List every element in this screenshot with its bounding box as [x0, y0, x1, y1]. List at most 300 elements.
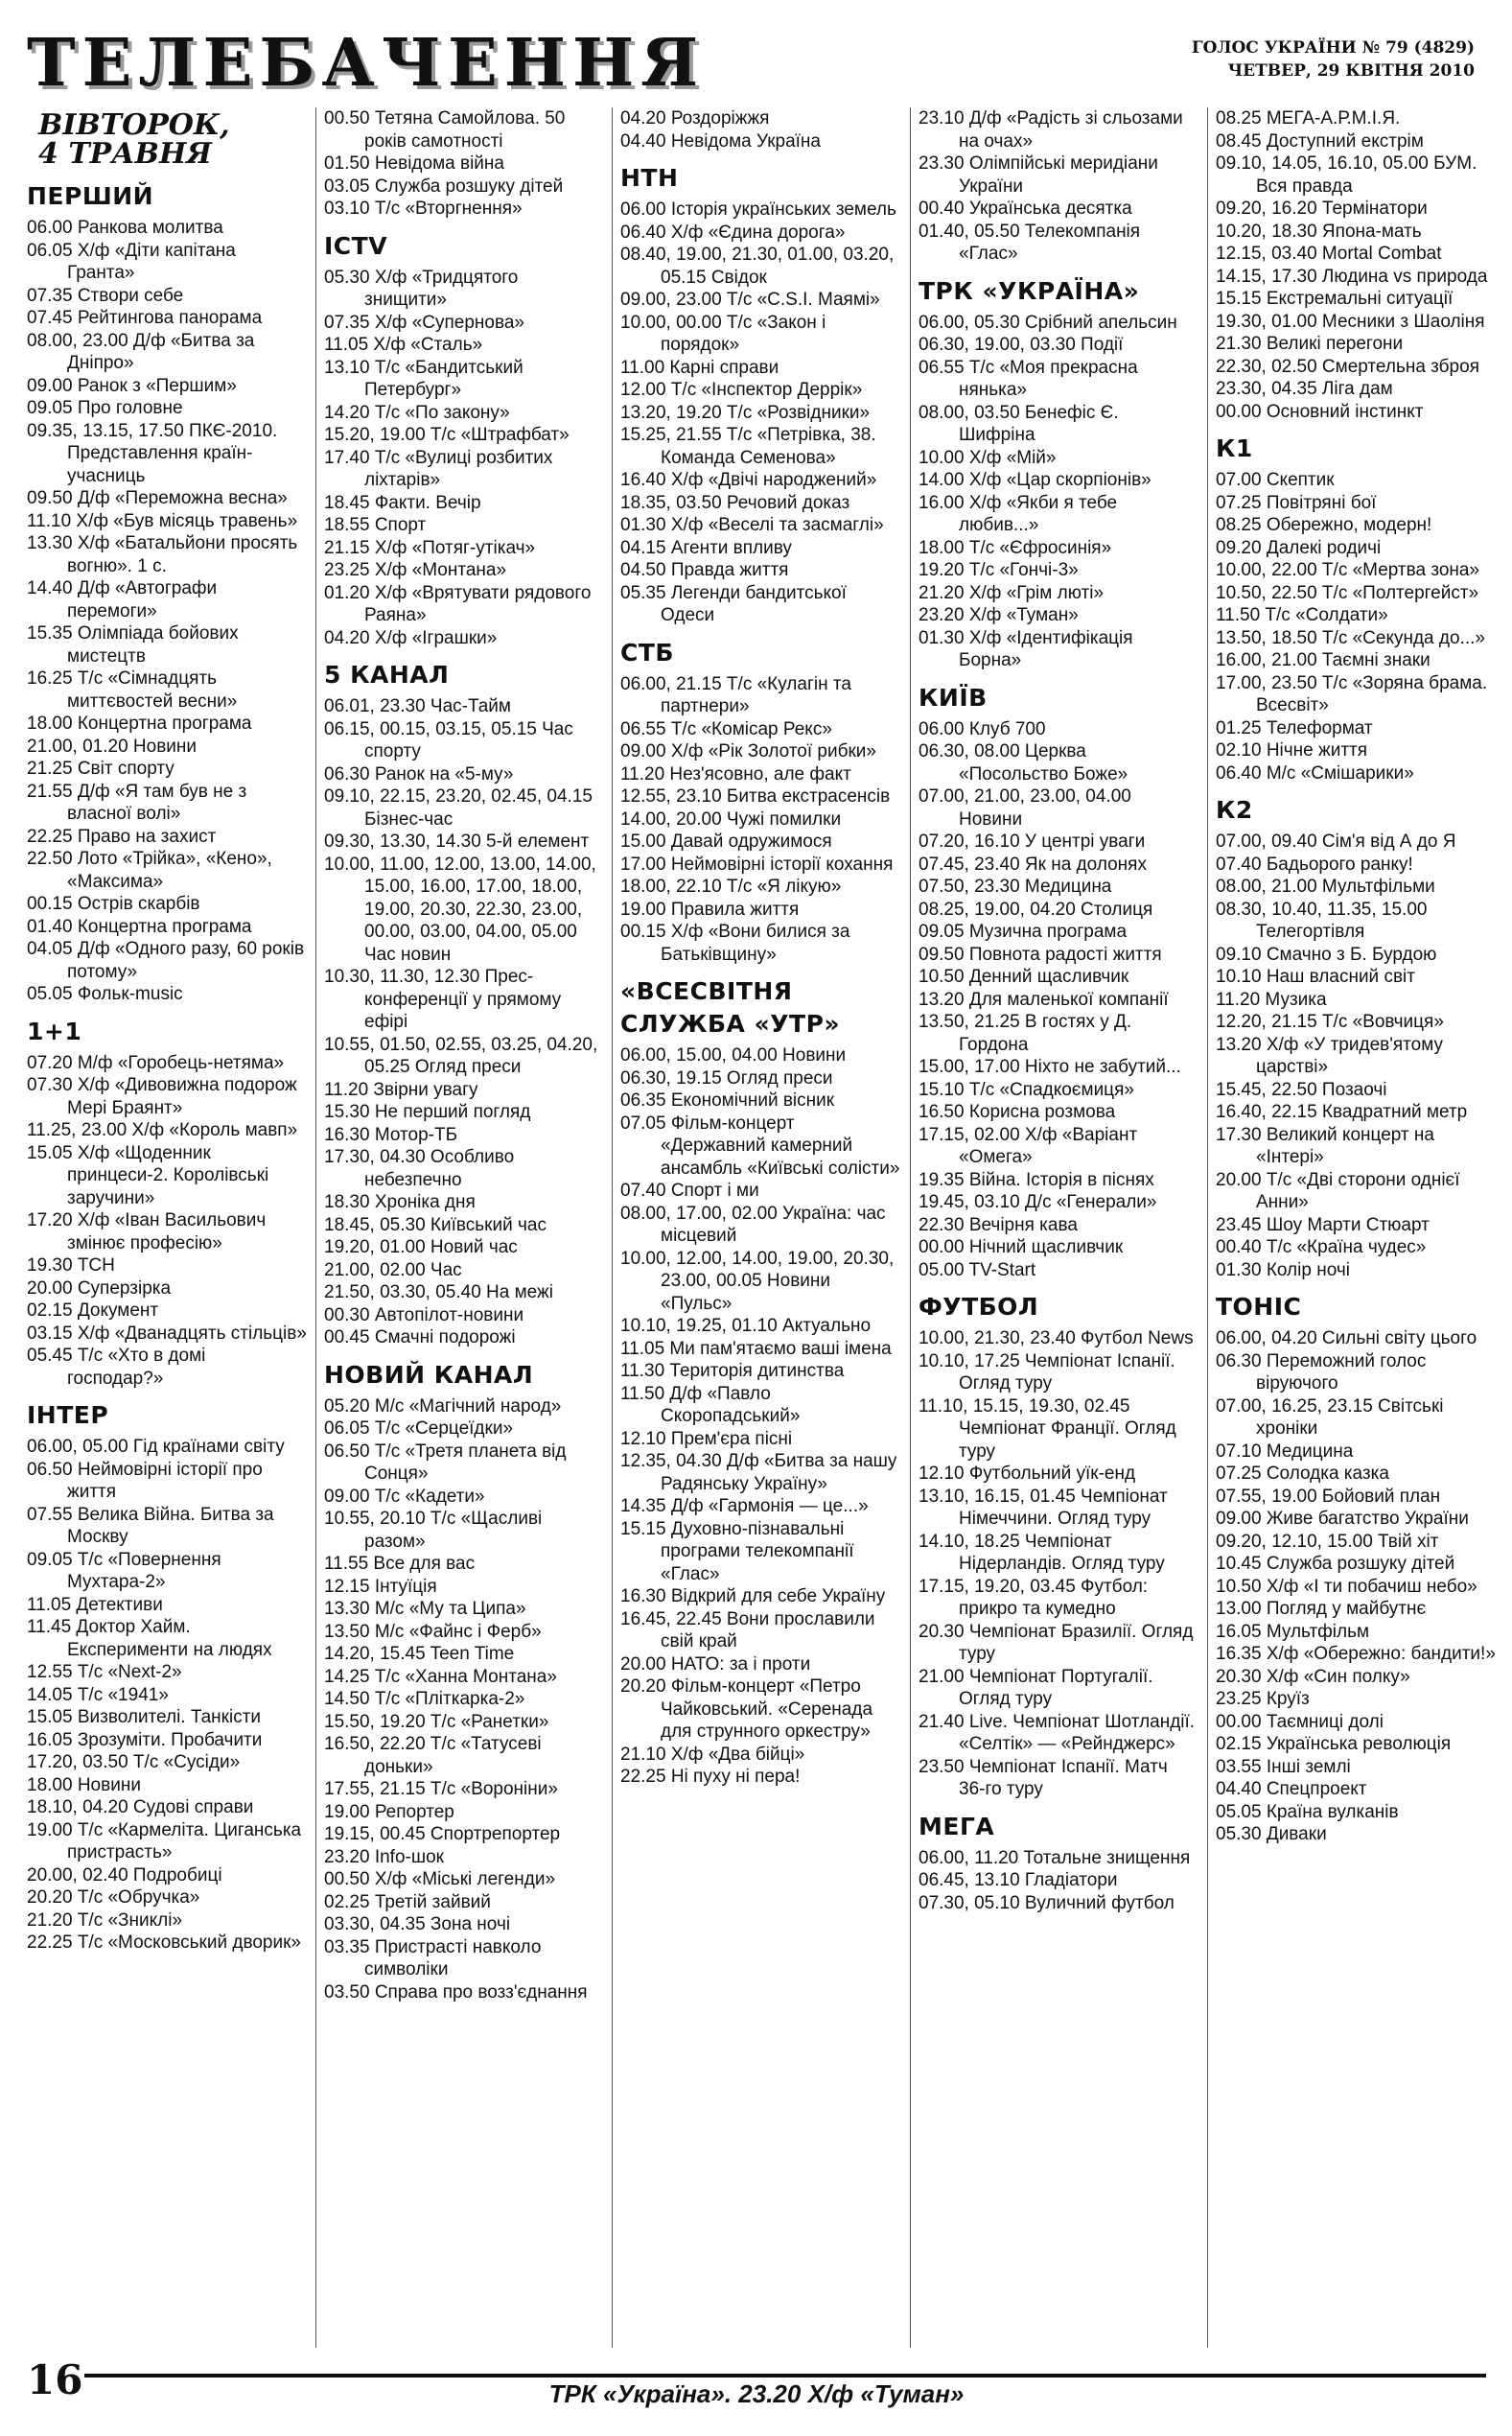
program-entry: 10.45 Служба розшуку дітей: [1216, 1554, 1455, 1574]
channel-heading: ФУТБОЛ: [919, 1293, 1039, 1321]
program-entry: 20.30 Чемпіонат Бразилії. Огляд туру: [919, 1621, 1194, 1664]
program-entry: 08.25 МЕГА-А.Р.М.І.Я.: [1216, 108, 1401, 129]
day-heading-line: ВІВТОРОК,: [38, 108, 230, 142]
program-entry: 06.50 Т/с «Третя планета від Сонця»: [324, 1441, 567, 1484]
channel-block: [27, 180, 307, 1006]
program-entry: 08.00, 21.00 Мультфільми: [1216, 877, 1435, 897]
program-entry: 07.55 Велика Війна. Битва за Москву: [27, 1504, 274, 1547]
program-entry: 06.30, 19.00, 03.30 Події: [919, 335, 1124, 355]
column-divider: [1207, 107, 1208, 2348]
program-entry: 07.45 Рейтингова панорама: [27, 308, 263, 328]
program-entry: 13.20, 19.20 Т/с «Розвідники»: [620, 402, 871, 423]
program-entry: 13.50 М/с «Файнс і Ферб»: [324, 1621, 542, 1642]
program-entry: 09.05 Про головне: [27, 398, 183, 418]
program-list: [620, 107, 900, 152]
program-entry: 14.00, 20.00 Чужі помилки: [620, 808, 842, 830]
program-entry: 23.30, 04.35 Ліга дам: [1216, 379, 1393, 399]
program-entry: 23.50 Чемпіонат Іспанії. Матч 36-го туру: [919, 1756, 1168, 1799]
program-entry: 06.00, 21.15 Т/с «Кулагін та партнери»: [620, 673, 851, 716]
program-list: [27, 217, 307, 1006]
channel-block: [620, 107, 900, 152]
program-entry: 22.50 Лото «Трійка», «Кено», «Максима»: [27, 849, 272, 892]
program-entry: 18.30 Хроніка дня: [324, 1192, 476, 1212]
program-entry: 14.25 Т/с «Ханна Монтана»: [324, 1666, 557, 1687]
program-entry: 16.05 Зрозуміти. Пробачити: [27, 1729, 263, 1750]
program-entry: 03.35 Пристрасті навколо символіки: [324, 1936, 542, 1979]
program-entry: 12.15, 03.40 Mortal Combat: [1216, 244, 1442, 264]
channel-block: [919, 275, 1198, 672]
channel-heading: 5 КАНАЛ: [324, 661, 450, 689]
program-entry: 08.00, 03.50 Бенефіс Є. Шифріна: [919, 402, 1119, 445]
program-entry: 07.20 М/ф «Горобець-нетяма»: [27, 1052, 285, 1073]
channel-heading: ПЕРШИЙ: [27, 182, 154, 210]
program-entry: 10.10 Наш власний світ: [1216, 967, 1415, 987]
listing-column: [919, 107, 1198, 2348]
program-entry: 05.30 Диваки: [1216, 1824, 1327, 1844]
program-entry: 21.30 Великі перегони: [1216, 334, 1404, 354]
program-entry: 21.55 Д/ф «Я там був не з власної волі»: [27, 781, 247, 824]
channel-heading: КИЇВ: [919, 683, 988, 712]
program-entry: 14.50 Т/с «Пліткарка-2»: [324, 1689, 525, 1709]
program-entry: 11.20 Музика: [1216, 989, 1327, 1010]
program-entry: 15.00, 17.00 Ніхто не забутий...: [919, 1057, 1181, 1077]
program-entry: 15.15 Екстремальні ситуації: [1216, 289, 1454, 309]
program-entry: 13.10 Т/с «Бандитський Петербург»: [324, 357, 523, 400]
program-entry: 17.00, 23.50 Т/с «Зоряна брама. Всесвіт»: [1216, 672, 1488, 715]
program-list: [324, 267, 604, 650]
program-entry: 07.20, 16.10 У центрі уваги: [919, 832, 1146, 852]
listing-column: [27, 107, 307, 2348]
channel-heading: СТБ: [620, 638, 674, 667]
program-entry: 16.40, 22.15 Квадратний метр: [1216, 1102, 1468, 1122]
program-entry: 11.50 Т/с «Солдати»: [1216, 605, 1388, 625]
program-entry: 06.00, 04.20 Сильні світу цього: [1216, 1328, 1477, 1348]
program-entry: 07.10 Медицина: [1216, 1441, 1354, 1462]
program-entry: 03.50 Справа про возз'єднання: [324, 1981, 588, 2003]
program-entry: 17.20 Х/ф «Іван Васильович змінює професію»: [27, 1210, 267, 1253]
program-list: [919, 107, 1198, 266]
program-entry: 01.30 Колір ночі: [1216, 1259, 1350, 1280]
program-list: [27, 1052, 307, 1391]
program-entry: 09.50 Д/ф «Переможна весна»: [27, 488, 288, 508]
program-entry: 07.40 Бадьорого ранку!: [1216, 854, 1413, 875]
program-entry: 06.05 Х/ф «Діти капітана Гранта»: [27, 240, 236, 283]
program-entry: 01.30 Х/ф «Веселі та засмаглі»: [620, 515, 884, 535]
program-entry: 07.05 Фільм-концерт «Державний камерний ансамбль «Київські солісти»: [620, 1113, 900, 1179]
program-entry: 06.00, 05.30 Срібний апельсин: [919, 312, 1177, 333]
program-entry: 11.00 Карні справи: [620, 357, 779, 378]
program-list: [324, 1395, 604, 2004]
program-entry: 09.00, 23.00 Т/с «C.S.I. Маямі»: [620, 290, 880, 310]
program-entry: 00.45 Смачні подорожі: [324, 1327, 516, 1347]
program-entry: 13.30 М/с «Му та Ципа»: [324, 1599, 526, 1619]
program-entry: 10.00, 12.00, 14.00, 19.00, 20.30, 23.00, 00.05 Новини «Пульс»: [620, 1248, 895, 1314]
program-entry: 00.40 Українська десятка: [919, 199, 1132, 219]
program-entry: 09.05 Т/с «Повернення Мухтара-2»: [27, 1549, 221, 1592]
program-entry: 15.20, 19.00 Т/с «Штрафбат»: [324, 425, 570, 445]
program-entry: 16.35 Х/ф «Обережно: бандити!»: [1216, 1644, 1496, 1664]
program-entry: 06.30 Ранок на «5-му»: [324, 763, 514, 785]
page-number: 16: [27, 2356, 83, 2403]
program-entry: 13.20 Х/ф «У тридев'ятому царстві»: [1216, 1034, 1443, 1077]
program-entry: 11.45 Доктор Хайм. Експерименти на людях: [27, 1617, 272, 1660]
channel-block: [919, 107, 1198, 266]
program-entry: 04.15 Агенти впливу: [620, 537, 792, 558]
channel-heading: К1: [1216, 434, 1253, 462]
program-entry: 14.10, 18.25 Чемпіонат Нідерландів. Огляд туру: [919, 1531, 1165, 1574]
program-entry: 21.10 Х/ф «Два бійці»: [620, 1744, 805, 1765]
channel-block: [1216, 1291, 1496, 1846]
footer-promo: ТРК «Україна». 23.20 Х/ф «Туман»: [548, 2379, 965, 2408]
channel-heading: НТН: [620, 164, 679, 192]
channel-heading: TOHIC: [1216, 1293, 1302, 1321]
program-entry: 22.25 Право на захист: [27, 826, 217, 847]
program-entry: 17.40 Т/с «Вулиці розбитих ліхтарів»: [324, 447, 553, 490]
program-entry: 00.30 Автопілот-новини: [324, 1304, 524, 1325]
program-entry: 14.40 Д/ф «Автографи перемоги»: [27, 578, 218, 621]
program-entry: 04.40 Спецпроект: [1216, 1779, 1367, 1799]
program-entry: 07.00 Скептик: [1216, 470, 1335, 490]
program-entry: 15.05 Х/ф «Щоденник принцеси-2. Королівські заручини»: [27, 1142, 269, 1208]
program-list: [620, 1044, 900, 1789]
channel-heading: К2: [1216, 796, 1253, 824]
program-entry: 16.50, 22.20 Т/с «Татусеві доньки»: [324, 1734, 542, 1777]
program-entry: 04.50 Правда життя: [620, 560, 789, 580]
program-entry: 12.20, 21.15 Т/с «Вовчиця»: [1216, 1012, 1444, 1032]
program-entry: 14.20 Т/с «По закону»: [324, 402, 510, 423]
tv-listings: [27, 107, 1496, 2348]
program-entry: 14.35 Д/ф «Гармонія — це...»: [620, 1496, 869, 1516]
program-entry: 06.45, 13.10 Гладіатори: [919, 1870, 1118, 1890]
program-entry: 16.30 Мотор-ТБ: [324, 1124, 458, 1145]
program-entry: 10.10, 19.25, 01.10 Актуально: [620, 1316, 872, 1336]
program-entry: 10.30, 11.30, 12.30 Прес-конференції у прямому ефірі: [324, 967, 562, 1032]
program-entry: 09.05 Музична програма: [919, 922, 1128, 942]
channel-block: [620, 637, 900, 967]
program-entry: 11.20 Нез'ясовно, але факт: [620, 763, 851, 785]
program-entry: 04.20 Роздоріжжя: [620, 108, 770, 129]
program-entry: 09.10 Смачно з Б. Бурдою: [1216, 944, 1437, 965]
program-entry: 06.30 Переможний голос віруючого: [1216, 1350, 1427, 1394]
program-entry: 14.20, 15.45 Teen Time: [324, 1644, 515, 1664]
channel-block: [27, 1399, 307, 1955]
program-entry: 11.25, 23.00 Х/ф «Король мавп»: [27, 1120, 298, 1140]
channel-block: [919, 1811, 1198, 1915]
program-entry: 11.05 Ми пам'ятаємо ваші імена: [620, 1338, 892, 1359]
program-entry: 00.15 Острів скарбів: [27, 894, 200, 914]
program-entry: 21.40 Live. Чемпіонат Шотландії. «Селтік» — «Рейнджерс»: [919, 1711, 1196, 1754]
program-entry: 07.40 Спорт і ми: [620, 1181, 759, 1201]
program-entry: 07.00, 16.25, 23.15 Світські хроніки: [1216, 1395, 1444, 1439]
program-entry: 19.00 Т/с «Кармеліта. Циганська пристрасть»: [27, 1819, 302, 1862]
program-entry: 18.00 Новини: [27, 1774, 141, 1795]
program-entry: 09.20, 12.10, 15.00 Твій хіт: [1216, 1531, 1439, 1552]
program-entry: 09.20, 16.20 Термінатори: [1216, 199, 1428, 219]
program-list: [919, 1327, 1198, 1801]
page-header: [27, 27, 1475, 105]
program-entry: 04.40 Невідома Україна: [620, 130, 821, 152]
program-entry: 08.00, 17.00, 02.00 Україна: час місцевий: [620, 1203, 886, 1246]
channel-block: [1216, 794, 1496, 1281]
program-entry: 21.50, 03.30, 05.40 На межі: [324, 1282, 553, 1302]
program-entry: 11.55 Все для вас: [324, 1554, 476, 1574]
program-entry: 21.20 Х/ф «Грім люті»: [919, 582, 1105, 603]
program-entry: 19.45, 03.10 Д/с «Генерали»: [919, 1192, 1157, 1212]
program-entry: 17.55, 21.15 Т/с «Вороніни»: [324, 1779, 558, 1799]
program-entry: 11.05 Х/ф «Сталь»: [324, 335, 483, 355]
channel-block: [620, 162, 900, 627]
program-entry: 09.00 Живе багатство України: [1216, 1509, 1469, 1529]
program-entry: 01.40 Концертна програма: [27, 916, 252, 937]
program-entry: 06.15, 00.15, 03.15, 05.15 Час спорту: [324, 718, 573, 761]
program-entry: 16.45, 22.45 Вони прославили свій край: [620, 1608, 875, 1651]
channel-heading: ТРК «УКРАЇНА»: [919, 276, 1140, 305]
program-entry: 17.15, 02.00 Х/ф «Варіант «Омега»: [919, 1124, 1138, 1167]
program-entry: 12.35, 04.30 Д/ф «Битва за нашу Радянську Україну»: [620, 1451, 897, 1494]
program-entry: 05.20 М/с «Магічний народ»: [324, 1395, 562, 1417]
program-entry: 23.45 Шоу Марти Стюарт: [1216, 1214, 1430, 1235]
channel-block: [324, 230, 604, 650]
program-entry: 07.35 Створи себе: [27, 285, 184, 306]
program-entry: 23.25 Круїз: [1216, 1689, 1310, 1709]
channel-block: [27, 1016, 307, 1391]
program-entry: 19.00 Репортер: [324, 1801, 454, 1822]
program-entry: 14.05 Т/с «1941»: [27, 1684, 169, 1705]
program-entry: 07.50, 23.30 Медицина: [919, 877, 1112, 897]
program-entry: 10.55, 20.10 Т/с «Щасливі разом»: [324, 1509, 543, 1552]
program-entry: 16.25 Т/с «Сімнадцять миттєвостей весни»: [27, 668, 238, 712]
program-entry: 20.20 Фільм-концерт «Петро Чайковський. «Серенада для струнного оркестру»: [620, 1676, 873, 1742]
channel-heading: ІНТЕР: [27, 1401, 109, 1429]
program-entry: 07.45, 23.40 Як на долонях: [919, 854, 1147, 875]
program-entry: 19.35 Війна. Історія в піснях: [919, 1169, 1154, 1190]
program-list: [1216, 831, 1496, 1281]
program-entry: 11.05 Детективи: [27, 1594, 163, 1615]
program-entry: 09.30, 13.30, 14.30 5-й елемент: [324, 832, 590, 852]
program-entry: 01.40, 05.50 Телекомпанія «Глас»: [919, 221, 1141, 264]
program-entry: 16.30 Відкрий для себе Україну: [620, 1586, 886, 1606]
program-entry: 00.00 Таємниці долі: [1216, 1711, 1384, 1732]
listing-column: [324, 107, 604, 2348]
program-entry: 17.30 Великий концерт на «Інтері»: [1216, 1124, 1434, 1167]
program-entry: 19.20, 01.00 Новий час: [324, 1237, 518, 1257]
program-list: [1216, 469, 1496, 785]
program-entry: 10.00, 11.00, 12.00, 13.00, 14.00, 15.00, 16.00, 17.00, 18.00, 19.00, 20.30, 22.30, 23.00, 00.00, 03.00, 04.00, 05.00 Час новин: [324, 854, 596, 965]
program-entry: 23.10 Д/ф «Радість зі сльозами на очах»: [919, 108, 1183, 152]
program-list: [919, 312, 1198, 672]
issue-info: [1192, 36, 1475, 82]
program-entry: 06.00, 05.00 Гід країнами світу: [27, 1437, 285, 1457]
program-entry: 15.15 Духовно-пізнавальні програми телекомпанії «Глас»: [620, 1518, 854, 1584]
channel-heading: «ВСЕСВІТНЯ СЛУЖБА «УТР»: [620, 977, 841, 1038]
program-entry: 13.30 Х/ф «Батальйони просять вогню». 1 с.: [27, 533, 298, 576]
program-list: [324, 695, 604, 1349]
column-divider: [315, 107, 316, 2348]
program-entry: 12.10 Футбольний уїк-енд: [919, 1464, 1136, 1484]
program-list: [1216, 107, 1496, 423]
section-masthead: ТЕЛЕБАЧЕННЯ: [27, 25, 706, 102]
program-entry: 02.15 Українська революція: [1216, 1734, 1452, 1754]
program-entry: 21.00, 01.20 Новини: [27, 736, 198, 757]
program-entry: 16.00, 21.00 Таємні знаки: [1216, 650, 1431, 670]
program-entry: 06.30, 08.00 Церква «Посольство Боже»: [919, 741, 1128, 785]
program-entry: 08.30, 10.40, 11.35, 15.00 Телегортівля: [1216, 899, 1428, 942]
program-entry: 16.50 Корисна розмова: [919, 1102, 1116, 1122]
program-entry: 20.30 Х/ф «Син полку»: [1216, 1666, 1410, 1687]
program-entry: 00.00 Нічний щасливчик: [919, 1237, 1124, 1257]
program-entry: 15.45, 22.50 Позаочі: [1216, 1079, 1387, 1100]
program-entry: 10.50, 22.50 Т/с «Полтергейст»: [1216, 582, 1479, 603]
program-entry: 00.00 Основний інстинкт: [1216, 401, 1424, 422]
program-entry: 19.00 Правила життя: [620, 899, 800, 920]
program-entry: 07.30, 05.10 Вуличний футбол: [919, 1892, 1175, 1913]
program-entry: 11.30 Територія дитинства: [620, 1361, 845, 1381]
program-list: [27, 1436, 307, 1955]
program-entry: 15.35 Олімпіада бойових мистецтв: [27, 623, 239, 667]
program-entry: 20.00 Суперзірка: [27, 1277, 172, 1299]
program-entry: 03.05 Служба розшуку дітей: [324, 176, 564, 197]
day-heading-line: 4 ТРАВНЯ: [38, 137, 212, 171]
program-entry: 07.00, 09.40 Сім'я від А до Я: [1216, 832, 1456, 852]
program-entry: 03.15 Х/ф «Дванадцять стільців»: [27, 1323, 307, 1344]
program-entry: 06.00, 15.00, 04.00 Новини: [620, 1045, 847, 1066]
program-entry: 05.05 Країна вулканів: [1216, 1801, 1399, 1822]
program-entry: 09.50 Повнота радості життя: [919, 944, 1162, 965]
program-entry: 13.50, 21.25 В гостях у Д. Гордона: [919, 1012, 1132, 1055]
program-entry: 23.20 Info-шок: [324, 1846, 444, 1867]
program-entry: 10.10, 17.25 Чемпіонат Іспанії. Огляд туру: [919, 1350, 1175, 1394]
channel-block: [324, 1359, 604, 2004]
program-entry: 22.25 Ні пуху ні пера!: [620, 1767, 801, 1787]
listing-column: [1216, 107, 1496, 2348]
program-entry: 14.15, 17.30 Людина vs природа: [1216, 266, 1488, 287]
program-list: [620, 673, 900, 967]
program-entry: 02.15 Документ: [27, 1300, 159, 1321]
program-entry: 06.40 Х/ф «Єдина дорога»: [620, 222, 846, 243]
program-entry: 20.00 НАТО: за і проти: [620, 1653, 811, 1675]
program-entry: 07.25 Повітряні бої: [1216, 492, 1377, 513]
program-entry: 03.10 Т/с «Вторгнення»: [324, 199, 523, 219]
program-entry: 01.30 Х/ф «Ідентифікація Борна»: [919, 627, 1133, 670]
program-entry: 02.10 Нічне життя: [1216, 740, 1368, 761]
program-entry: 13.20 Для маленької компанії: [919, 989, 1169, 1010]
issue-date: ЧЕТВЕР, 29 КВІТНЯ 2010: [1227, 61, 1475, 81]
footer-rule: [84, 2374, 1486, 2377]
program-list: [919, 718, 1198, 1282]
program-entry: 08.40, 19.00, 21.30, 01.00, 03.20, 05.15 Свідок: [620, 245, 895, 288]
program-entry: 06.00 Клуб 700: [919, 718, 1046, 739]
program-entry: 17.15, 19.20, 03.45 Футбол: прикро та кумедно: [919, 1576, 1149, 1619]
program-entry: 18.45 Факти. Вечір: [324, 492, 481, 513]
program-entry: 15.10 Т/с «Спадкоємиця»: [919, 1079, 1134, 1100]
program-entry: 10.00, 00.00 Т/с «Закон і порядок»: [620, 312, 826, 355]
program-entry: 06.50 Неймовірні історії про життя: [27, 1459, 263, 1502]
program-entry: 12.55, 23.10 Битва екстрасенсів: [620, 786, 891, 807]
program-entry: 03.30, 04.35 Зона ночі: [324, 1914, 511, 1934]
channel-heading: 1+1: [27, 1017, 82, 1045]
program-entry: 21.00 Чемпіонат Португалії. Огляд туру: [919, 1666, 1153, 1709]
channel-block: [620, 975, 900, 1789]
program-entry: 01.20 Х/ф «Врятувати рядового Раяна»: [324, 582, 592, 625]
program-entry: 19.30 ТСН: [27, 1255, 115, 1276]
program-entry: 20.00 Т/с «Дві сторони однієї Анни»: [1216, 1169, 1460, 1212]
program-entry: 19.15, 00.45 Спортрепортер: [324, 1824, 561, 1844]
program-entry: 08.25 Обережно, модерн!: [1216, 515, 1432, 535]
program-entry: 23.30 Олімпійські меридіани України: [919, 153, 1158, 197]
channel-block: [1216, 107, 1496, 423]
channel-heading: ICTV: [324, 231, 388, 260]
program-entry: 09.00 Ранок з «Першим»: [27, 375, 237, 396]
program-entry: 07.35 Х/ф «Супернова»: [324, 312, 524, 333]
channel-block: [324, 659, 604, 1349]
program-entry: 06.05 Т/с «Серцеїдки»: [324, 1418, 514, 1439]
program-entry: 07.25 Солодка казка: [1216, 1464, 1389, 1484]
program-entry: 17.30, 04.30 Особливо небезпечно: [324, 1147, 515, 1190]
program-entry: 00.50 Х/ф «Міські легенди»: [324, 1869, 556, 1889]
channel-block: [324, 107, 604, 221]
program-entry: 09.10, 22.15, 23.20, 02.45, 04.15 Бізнес-час: [324, 786, 593, 830]
program-entry: 16.00 Х/ф «Якби я тебе любив...»: [919, 492, 1118, 535]
program-entry: 08.25, 19.00, 04.20 Столиця: [919, 899, 1153, 920]
program-entry: 09.20 Далекі родичі: [1216, 537, 1382, 558]
program-entry: 12.55 Т/с «Next-2»: [27, 1662, 182, 1682]
program-entry: 14.00 Х/ф «Цар скорпіонів»: [919, 470, 1151, 490]
channel-block: [1216, 433, 1496, 785]
program-entry: 18.00 Т/с «Єфросинія»: [919, 537, 1112, 558]
program-entry: 06.35 Економічний вісник: [620, 1090, 835, 1111]
program-entry: 13.10, 16.15, 01.45 Чемпіонат Німеччини. Огляд туру: [919, 1486, 1168, 1529]
issue-number: ГОЛОС УКРАЇНИ № 79 (4829): [1191, 38, 1475, 58]
page-footer: [27, 2354, 1486, 2412]
program-entry: 18.55 Спорт: [324, 515, 427, 535]
program-entry: 08.00, 23.00 Д/ф «Битва за Дніпро»: [27, 330, 255, 373]
program-entry: 10.50 Х/ф «І ти побачиш небо»: [1216, 1576, 1477, 1597]
program-list: [324, 107, 604, 221]
program-entry: 02.25 Третій зайвий: [324, 1891, 491, 1912]
program-entry: 11.50 Д/ф «Павло Скоропадський»: [620, 1383, 801, 1426]
program-entry: 22.30 Вечірня кава: [919, 1214, 1078, 1235]
listing-column: [620, 107, 900, 2348]
program-entry: 06.00 Ранкова молитва: [27, 218, 223, 238]
program-entry: 09.00 Х/ф «Рік Золотої рибки»: [620, 741, 876, 761]
program-entry: 05.30 Х/ф «Тридцятого знищити»: [324, 267, 519, 310]
program-entry: 19.20 Т/с «Гончі-3»: [919, 560, 1079, 580]
program-entry: 21.25 Світ спорту: [27, 759, 174, 779]
program-entry: 11.10 Х/ф «Був місяць травень»: [27, 510, 298, 531]
program-entry: 18.10, 04.20 Судові справи: [27, 1797, 254, 1817]
program-entry: 19.30, 01.00 Месники з Шаоліня: [1216, 311, 1485, 332]
program-entry: 10.50 Денний щасливчик: [919, 967, 1129, 987]
program-entry: 11.10, 15.15, 19.30, 02.45 Чемпіонат Франції. Огляд туру: [919, 1395, 1176, 1462]
program-list: [919, 1847, 1198, 1915]
program-entry: 07.00, 21.00, 23.00, 04.00 Новини: [919, 786, 1131, 830]
program-entry: 13.00 Погляд у майбутнє: [1216, 1599, 1427, 1619]
program-list: [620, 199, 900, 627]
program-entry: 15.30 Не перший погляд: [324, 1102, 531, 1122]
program-entry: 03.55 Інші землі: [1216, 1756, 1351, 1777]
program-entry: 20.00, 02.40 Подробиці: [27, 1864, 222, 1886]
program-entry: 15.00 Давай одружимося: [620, 832, 832, 852]
program-entry: 10.00, 22.00 Т/с «Мертва зона»: [1216, 560, 1480, 580]
program-entry: 06.30, 19.15 Огляд преси: [620, 1067, 833, 1089]
program-entry: 21.20 Т/с «Зниклі»: [27, 1909, 183, 1931]
program-entry: 07.55, 19.00 Бойовий план: [1216, 1486, 1441, 1507]
program-entry: 06.55 Т/с «Комісар Рекс»: [620, 718, 832, 739]
program-entry: 22.25 Т/с «Московський дворик»: [27, 1932, 301, 1953]
program-entry: 18.00 Концертна програма: [27, 714, 252, 734]
program-entry: 15.25, 21.55 Т/с «Петрівка, 38. Команда Семенова»: [620, 425, 876, 468]
program-entry: 16.40 Х/ф «Двічі народжений»: [620, 470, 877, 490]
